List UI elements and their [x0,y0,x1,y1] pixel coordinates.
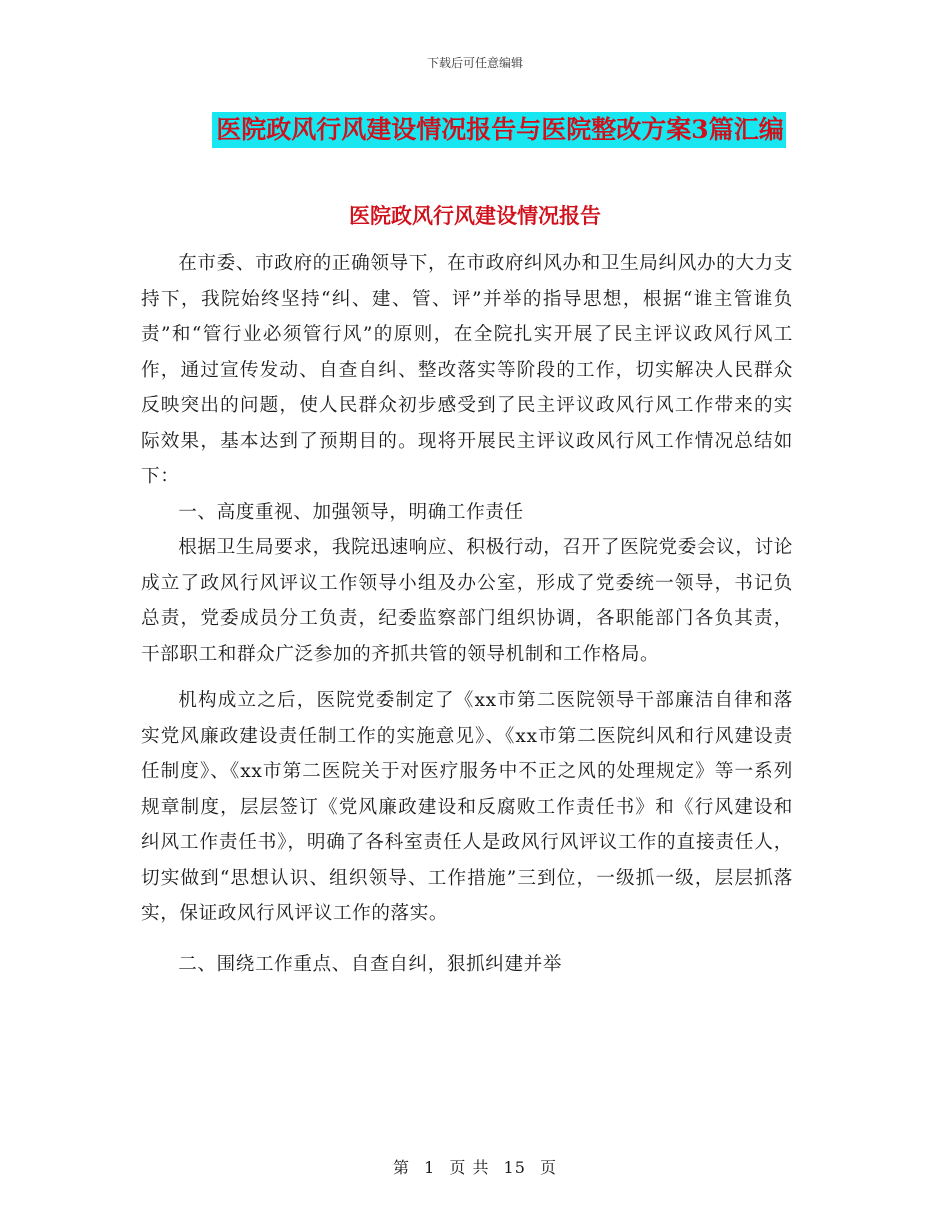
main-title-container [0,112,950,148]
footer-total-pages: 15 [503,1158,526,1177]
section-title: 医院政风行风建设情况报告 [349,203,601,228]
main-title: 医院政风行风建设情况报告与医院整改方案3篇汇编 [212,112,785,148]
heading-two: 二、围绕工作重点、自查自纠，狠抓纠建并举 [178,953,563,975]
heading-one: 一、高度重视、加强领导，明确工作责任 [178,501,524,523]
paragraph-institution: 机构成立之后，医院党委制定了《xx市第二医院领导干部廉洁自律和落实党风廉政建设责任制工作的实施意见》、《xx市第二医院纠风和行风建设责任制度》、《xx市第二医院关于对医疗服务中不正之风的处理规定》等一系列规章制度，层层签订《党风廉政建设和反腐败工作责任书》和《行风建设和纠风工作责任书》，明确了各科室责任人是政风行风评议工作的直接责任人，切实做到“思想认识、组织领导、工作措施”三到位，一级抓一级，层层抓落实，保证政风行风评议工作的落实。 [141,690,793,924]
paragraph-leadership: 根据卫生局要求，我院迅速响应、积极行动，召开了医院党委会议，讨论成立了政风行风评议工作领导小组及办公室，形成了党委统一领导，书记负总责，党委成员分工负责，纪委监察部门组织协调，各职能部门各负其责，干部职工和群众广泛参加的齐抓共管的领导机制和工作格局。 [141,537,793,665]
footer-middle: 页 共 [449,1158,490,1177]
page-footer [0,1155,950,1178]
header-note: 下载后可任意编辑 [426,56,523,70]
footer-prefix: 第 [392,1158,410,1177]
paragraph-intro: 在市委、市政府的正确领导下，在市政府纠风办和卫生局纠风办的大力支持下，我院始终坚持“纠、建、管、评”并举的指导思想，根据“谁主管谁负责”和“管行业必须管行风”的原则，在全院扎实开展了民主评议政风行风工作，通过宣传发动、自查自纠、整改落实等阶段的工作，切实解决人民群众反映突出的问题，使人民群众初步感受到了民主评议政风行风工作带来的实际效果，基本达到了预期目的。现将开展民主评议政风行风工作情况总结如下： [141,253,793,487]
footer-suffix: 页 [540,1158,558,1177]
footer-page-number: 1 [424,1158,436,1177]
document-body [141,246,793,982]
